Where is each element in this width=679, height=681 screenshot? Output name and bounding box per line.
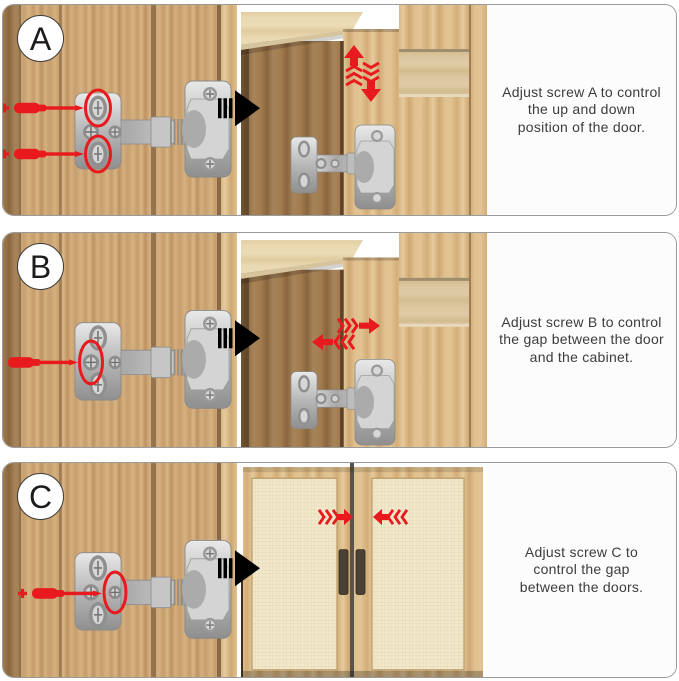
instruction-line: control the gap — [533, 561, 630, 578]
step-arrow-icon — [218, 316, 262, 360]
instruction-line: the up and down — [527, 101, 636, 118]
panel-label-badge-a — [17, 15, 64, 62]
instruction-a — [487, 5, 676, 215]
step-arrow-icon — [218, 86, 262, 130]
instruction-c — [487, 463, 676, 677]
instruction-line: the gap between the door — [499, 331, 664, 348]
panel-label: A — [29, 20, 52, 57]
cabinet-door-illustration-a — [241, 5, 487, 215]
instruction-line: position of the door. — [517, 118, 646, 135]
instruction-line: Adjust screw C to — [524, 543, 639, 560]
door-gap — [350, 463, 354, 677]
panel-a — [2, 4, 677, 216]
instruction-line: and the cabinet. — [529, 348, 634, 365]
instruction-line: between the doors. — [519, 578, 644, 595]
panel-c — [2, 462, 677, 678]
panel-label: C — [28, 478, 53, 515]
panel-label: B — [29, 248, 52, 285]
left-door-handle — [339, 550, 348, 595]
panel-label-badge-c — [17, 473, 64, 520]
instruction-line: Adjust screw B to control — [501, 313, 662, 330]
double-doors-illustration-c — [241, 463, 487, 677]
instruction-line: Adjust screw A to control — [502, 83, 661, 100]
right-door-handle — [356, 550, 365, 595]
instruction-b — [487, 233, 676, 447]
cabinet-door-illustration-b — [241, 233, 487, 447]
panel-label-badge-b — [17, 243, 64, 290]
panel-b — [2, 232, 677, 448]
step-arrow-icon — [218, 546, 262, 590]
